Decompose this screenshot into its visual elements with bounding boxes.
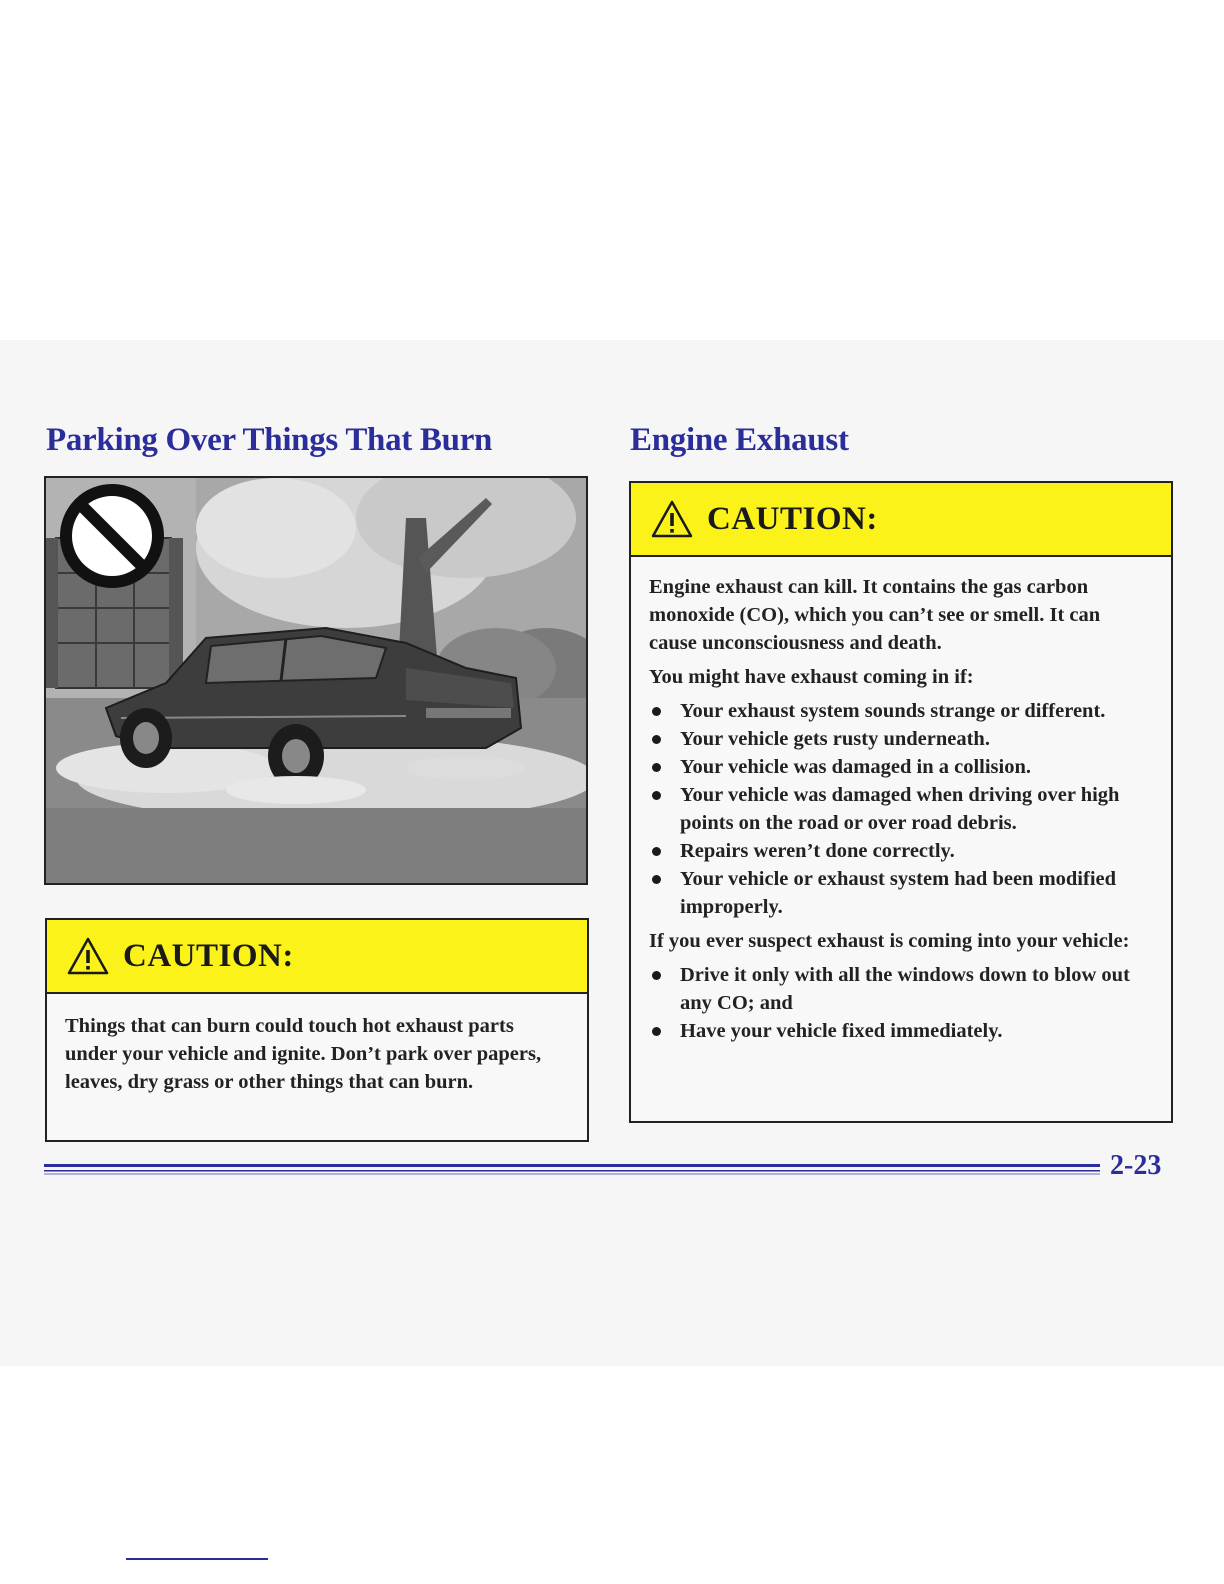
list-item: Have your vehicle fixed immediately. — [649, 1017, 1153, 1045]
caution-body — [631, 557, 1171, 1061]
section-heading-parking: Parking Over Things That Burn — [46, 422, 493, 458]
list-item: Repairs weren’t done correctly. — [649, 837, 1153, 865]
caution-header — [631, 483, 1171, 557]
list-item: Your vehicle was damaged when driving over high points on the road or over road debris. — [649, 781, 1153, 837]
caution-body — [47, 994, 587, 1112]
caution-box-engine-exhaust — [629, 481, 1173, 1123]
list-item: Your vehicle was damaged in a collision. — [649, 753, 1153, 781]
caution-box-parking — [45, 918, 589, 1142]
warning-triangle-icon — [651, 500, 693, 538]
list-item: Your vehicle or exhaust system had been modified improperly. — [649, 865, 1153, 921]
caution-header — [47, 920, 587, 994]
exhaust-action-list — [649, 961, 1153, 1045]
section-heading-engine-exhaust: Engine Exhaust — [630, 422, 849, 458]
warning-triangle-icon — [67, 937, 109, 975]
list-intro: You might have exhaust coming in if: — [649, 666, 974, 688]
list-intro: If you ever suspect exhaust is coming into your vehicle: — [649, 930, 1130, 952]
caution-label: CAUTION: — [707, 500, 878, 537]
car-parked-over-leaves-illustration — [44, 476, 588, 885]
caution-text: Things that can burn could touch hot exhaust parts under your vehicle and ignite. Don’t park over papers, leaves, dry grass or other things that can burn. — [65, 1015, 542, 1093]
exhaust-symptom-list — [649, 697, 1153, 921]
prohibition-icon — [66, 490, 158, 582]
bottom-rule-mark — [126, 1558, 268, 1560]
footer-rule — [44, 1162, 1100, 1176]
caution-label: CAUTION: — [123, 937, 294, 974]
page-number: 2-23 — [1110, 1150, 1162, 1181]
list-item: Your exhaust system sounds strange or different. — [649, 697, 1153, 725]
list-item: Drive it only with all the windows down to blow out any CO; and — [649, 961, 1153, 1017]
list-item: Your vehicle gets rusty underneath. — [649, 725, 1153, 753]
caution-intro: Engine exhaust can kill. It contains the gas carbon monoxide (CO), which you can’t see or smell. It can cause unconsciousness and death. — [649, 576, 1101, 654]
